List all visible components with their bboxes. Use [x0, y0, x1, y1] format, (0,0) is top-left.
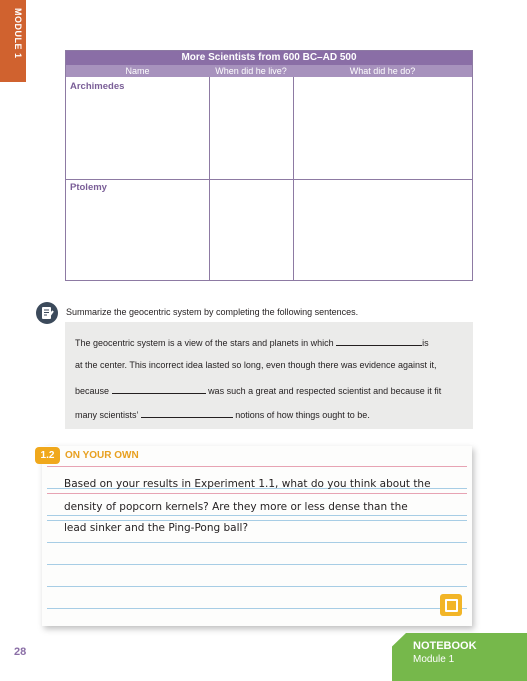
rule-line	[47, 564, 467, 565]
rule-line	[47, 493, 467, 494]
notebook-tab-title: NOTEBOOK	[413, 640, 477, 652]
table-header-row	[66, 65, 472, 77]
question-line-3: lead sinker and the Ping-Pong ball?	[64, 522, 249, 534]
header-what: What did he do?	[349, 66, 416, 76]
module-tab-label: MODULE 1	[13, 8, 23, 59]
scientists-table	[65, 50, 473, 281]
sentence-text: because	[75, 386, 110, 396]
row-name-ptolemy: Ptolemy	[70, 182, 107, 193]
sentence-line-4	[75, 408, 370, 420]
sentence-text: The geocentric system is a view of the stars and planets in which	[75, 338, 334, 348]
blank-field[interactable]	[336, 336, 422, 346]
fill-in-box	[65, 322, 473, 429]
rule-line	[47, 515, 467, 516]
blank-field[interactable]	[112, 384, 206, 394]
notebook-pencil-icon	[36, 302, 58, 324]
rule-line	[47, 608, 467, 609]
sentence-text: is	[422, 338, 429, 348]
question-line-1: Based on your results in Experiment 1.1, what do you think about the	[64, 478, 431, 490]
question-line-2: density of popcorn kernels? Are they more or less dense than the	[64, 501, 408, 513]
notebook-square-icon[interactable]	[440, 594, 462, 616]
section-number-badge: 1.2	[35, 447, 60, 464]
header-when: When did he live?	[215, 66, 287, 76]
page-number: 28	[14, 646, 27, 658]
sentence-line-1	[75, 336, 429, 348]
rule-line	[47, 520, 467, 521]
sentence-line-3	[75, 384, 441, 396]
sentence-line-2: at the center. This incorrect idea lasted so long, even though there was evidence against it,	[75, 360, 437, 370]
on-your-own-label: ON YOUR OWN	[65, 450, 139, 461]
rule-line	[47, 466, 467, 467]
header-name: Name	[125, 66, 150, 76]
notebook-tab-subtitle: Module 1	[413, 654, 455, 665]
rule-line	[47, 586, 467, 587]
rule-line	[47, 542, 467, 543]
row-name-archimedes: Archimedes	[70, 81, 125, 92]
blank-field[interactable]	[141, 408, 233, 418]
summarize-instruction: Summarize the geocentric system by completing the following sentences.	[66, 307, 359, 317]
on-your-own-notepad	[42, 446, 472, 626]
sentence-text: was such a great and respected scientist and because it fit	[208, 386, 442, 396]
module-tab	[0, 0, 26, 82]
sentence-text: many scientists’	[75, 410, 139, 420]
sentence-text: notions of how things ought to be.	[235, 410, 370, 420]
row-divider	[66, 179, 472, 180]
table-title: More Scientists from 600 BC–AD 500	[66, 51, 472, 65]
